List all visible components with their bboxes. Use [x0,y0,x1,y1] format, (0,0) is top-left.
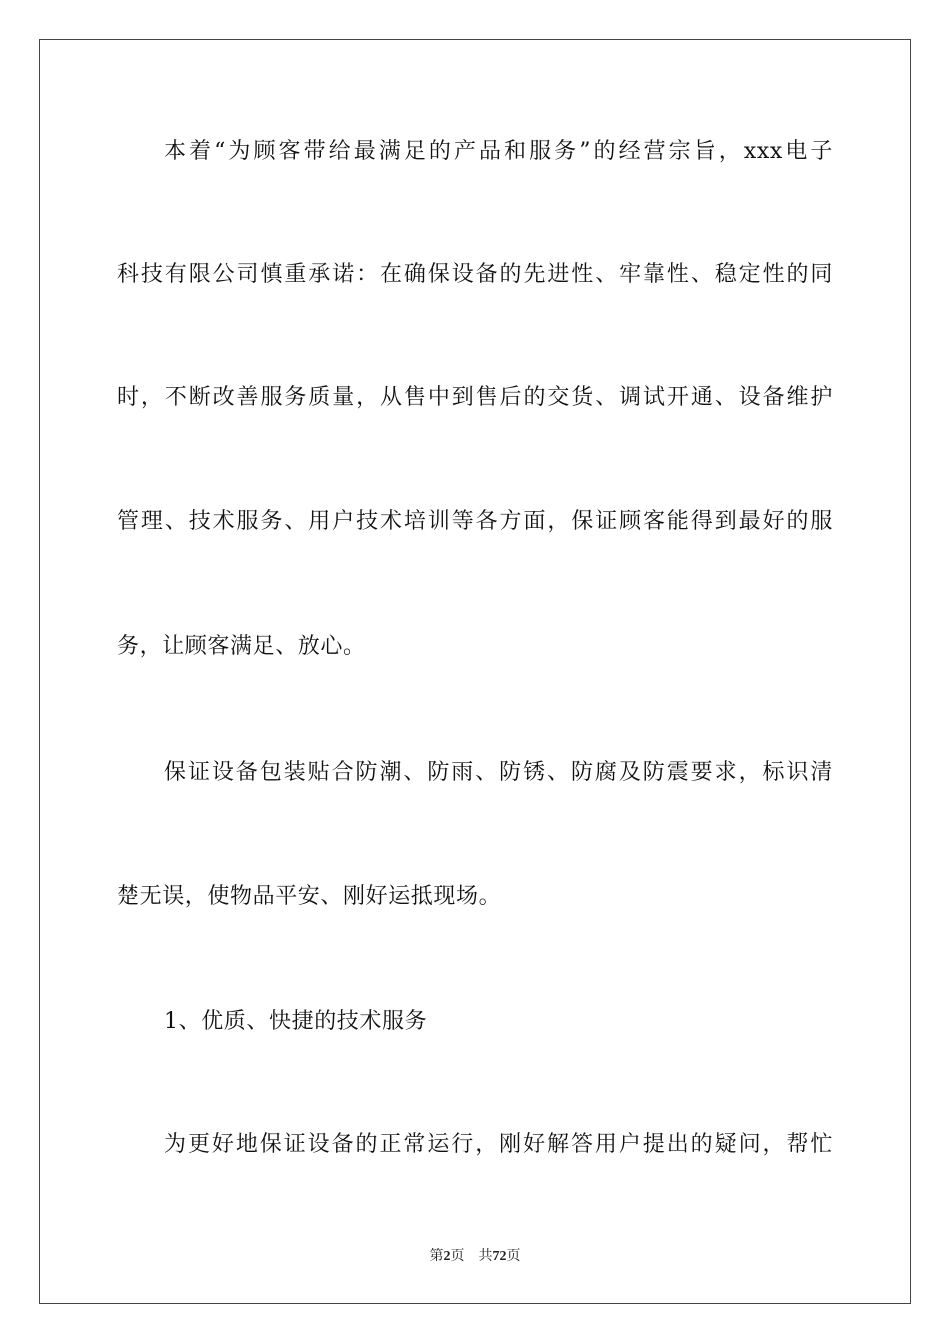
paragraph-1-line-5: 务，让顾客满足、放心。 [117,634,366,659]
section-heading: 1、优质、快捷的技术服务 [164,1009,428,1034]
paragraph-1-line-3: 时，不断改善服务质量，从售中到售后的交货、调试开通、设备维护 [117,385,833,410]
footer-total-suffix: 页 [506,1248,521,1264]
page-footer [0,1247,950,1266]
paragraph-3-line-1: 为更好地保证设备的正常运行，刚好解答用户提出的疑问，帮忙 [164,1132,833,1157]
paragraph-2-line-2: 楚无误，使物品平安、刚好运抵现场。 [117,884,502,909]
footer-page-number: 2 [443,1249,451,1264]
footer-total-prefix: 共 [478,1248,493,1264]
footer-page-prefix: 第 [429,1248,444,1264]
paragraph-1-line-2: 科技有限公司慎重承诺：在确保设备的先进性、牢靠性、稳定性的同 [117,262,833,287]
page-border [39,39,911,1304]
paragraph-2-line-1: 保证设备包装贴合防潮、防雨、防锈、防腐及防震要求，标识清 [164,760,833,785]
footer-page-suffix: 页 [450,1248,465,1264]
footer-total-pages: 72 [492,1249,507,1264]
paragraph-1-line-4: 管理、技术服务、用户技术培训等各方面，保证顾客能得到最好的服 [117,509,833,534]
paragraph-1-line-1: 本着“为顾客带给最满足的产品和服务”的经营宗旨，xxx电子 [164,139,833,164]
